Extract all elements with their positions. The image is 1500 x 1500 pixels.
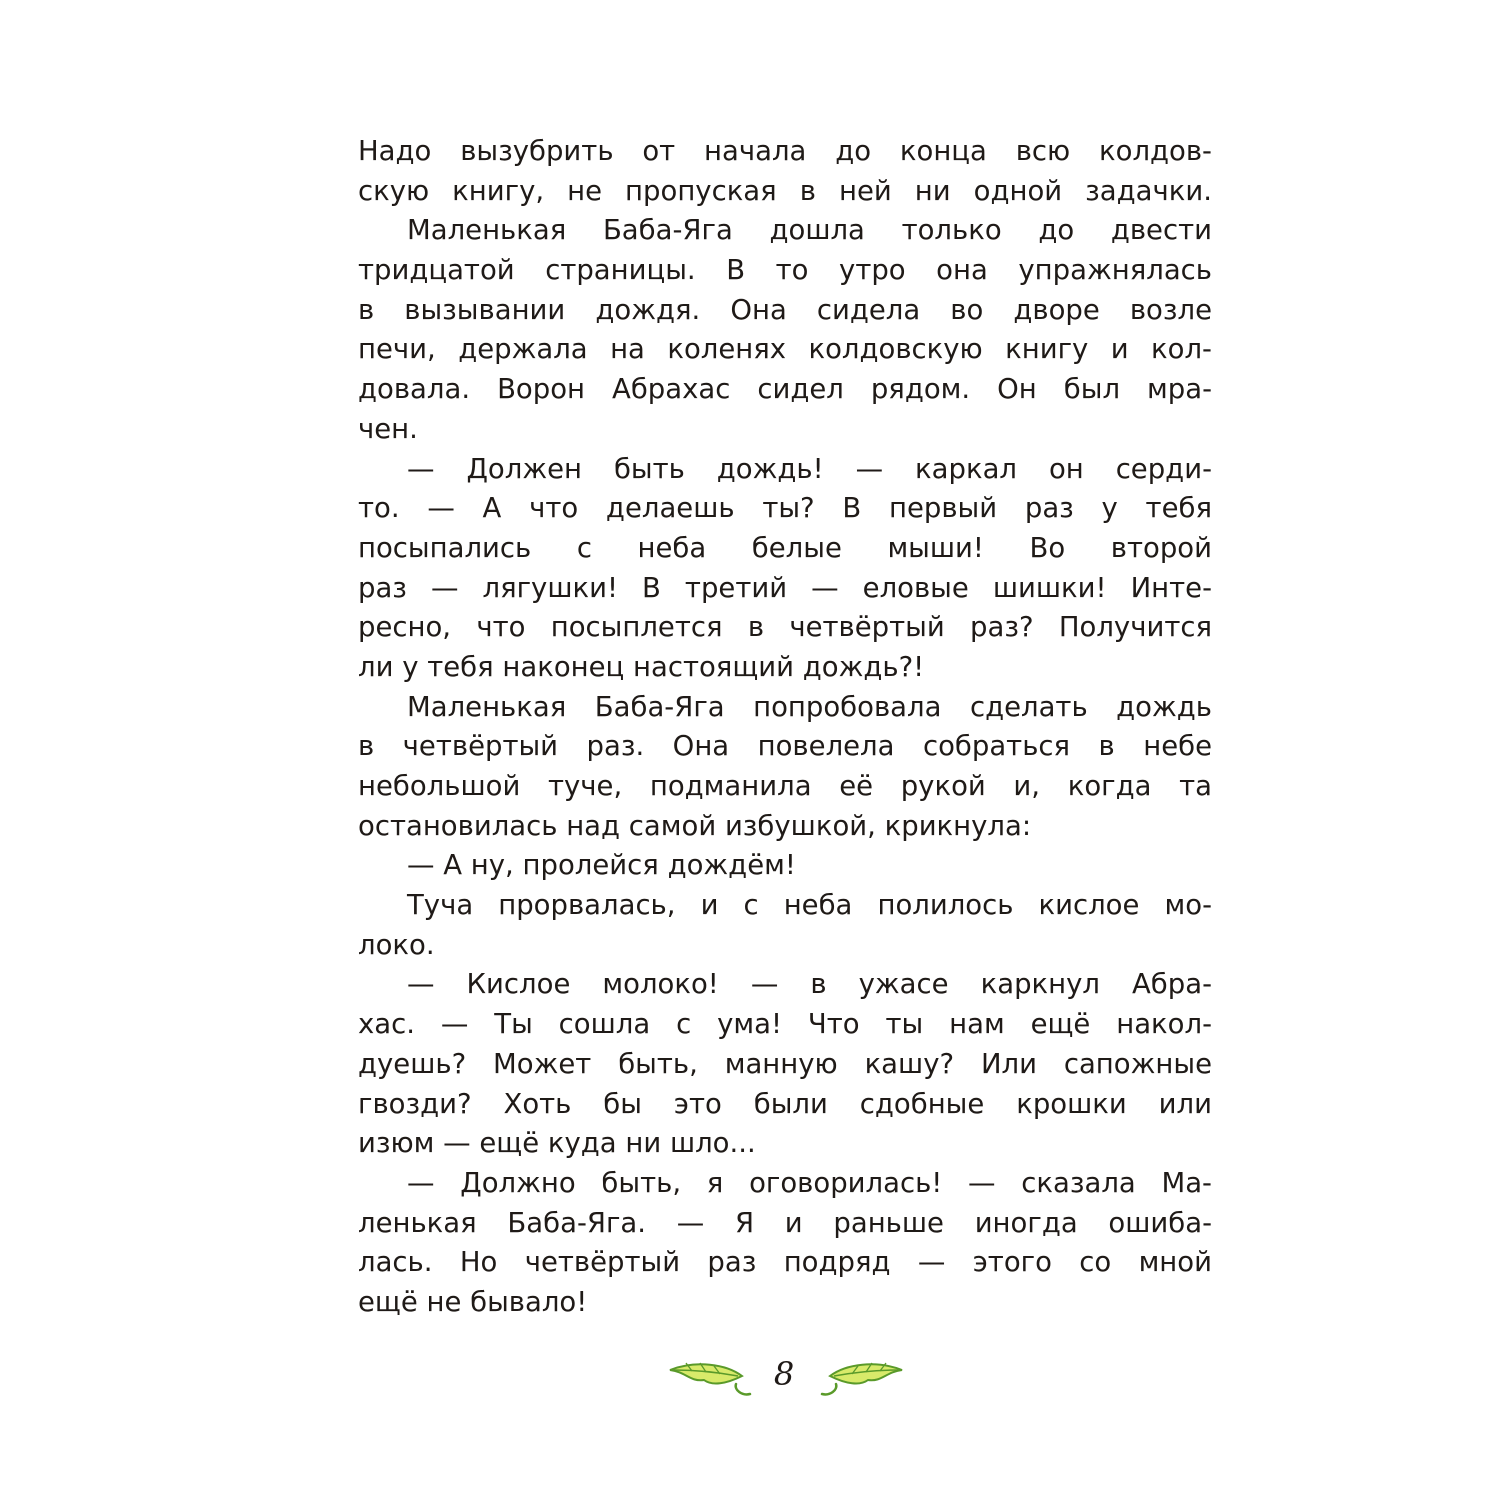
leaf-sprig-icon — [816, 1350, 906, 1400]
text-line: ещё не бывало! — [358, 1285, 588, 1318]
text-line: — Кислое молоко! — в ужасе каркнул Абра- — [407, 968, 1212, 1001]
text-line: то. — А что делаешь ты? В первый раз у тебя — [358, 492, 1212, 525]
text-line: тридцатой страницы. В то утро она упражнялась — [358, 254, 1212, 287]
text-line: изюм — ещё куда ни шло... — [358, 1127, 756, 1160]
text-line: в четвёртый раз. Она повелела собраться в небе — [358, 730, 1212, 763]
text-line: небольшой туче, подманила её рукой и, когда та — [358, 770, 1212, 802]
page-footer — [0, 1350, 1500, 1400]
text-line: Туча прорвалась, и с неба полилось кислое мо- — [407, 889, 1212, 922]
text-line: чен. — [358, 412, 418, 445]
text-line: — Должен быть дождь! — каркал он серди- — [407, 452, 1212, 485]
text-line: гвозди? Хоть бы это были сдобные крошки или — [358, 1087, 1212, 1120]
text-line: Надо вызубрить от начала до конца всю колдов- — [358, 135, 1212, 167]
text-line: — Должно быть, я оговорилась! — сказала Ма- — [407, 1166, 1212, 1199]
text-line: — А ну, пролейся дождём! — [407, 849, 796, 882]
text-line: дуешь? Может быть, манную кашу? Или сапожные — [358, 1047, 1212, 1080]
page-number: 8 — [773, 1355, 795, 1393]
text-line: Маленькая Баба-Яга попробовала сделать дождь — [407, 690, 1212, 723]
text-line: ресно, что посыплется в четвёртый раз? Получится — [358, 611, 1212, 644]
text-line: скую книгу, не пропуская в ней ни одной задачки. — [358, 174, 1212, 207]
text-line: печи, держала на коленях колдовскую книгу и кол- — [358, 333, 1212, 366]
text-line: локо. — [358, 928, 435, 961]
text-line: в вызывании дождя. Она сидела во дворе возле — [358, 293, 1212, 326]
text-line: посыпались с неба белые мыши! Во второй — [358, 531, 1212, 564]
leaf-sprig-icon — [666, 1350, 756, 1400]
text-line: остановилась над самой избушкой, крикнула: — [358, 809, 1032, 842]
text-line: хас. — Ты сошла с ума! Что ты нам ещё накол- — [358, 1008, 1212, 1041]
body-text — [358, 132, 1212, 1323]
text-line: ли у тебя наконец настоящий дождь?! — [358, 650, 925, 683]
text-line: раз — лягушки! В третий — еловые шишки! Инте- — [358, 571, 1212, 604]
text-line: довала. Ворон Абрахас сидел рядом. Он был мра- — [358, 373, 1212, 406]
text-line: Маленькая Баба-Яга дошла только до двести — [407, 214, 1212, 247]
text-line: ленькая Баба-Яга. — Я и раньше иногда ошиба- — [358, 1206, 1212, 1239]
text-line: лась. Но четвёртый раз подряд — этого со мной — [358, 1246, 1212, 1279]
